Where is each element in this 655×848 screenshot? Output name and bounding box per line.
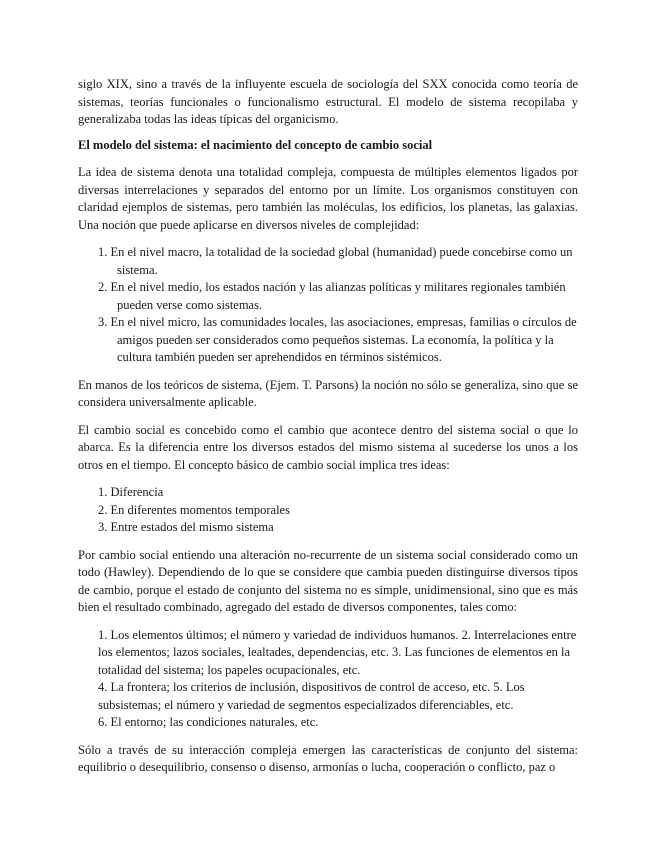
hawley-paragraph: Por cambio social entiendo una alteración no-recurrente de un sistema social considerado como un todo (Hawley). Dependiendo de lo que se considere que cambia pueden distinguirse diversos tipos de cambio, porque el estado de conjunto del sistema no es simple, unidimensional, sino que es más bien el resultado combinado, agregado del estado de diversos componentes, tales como: — [78, 547, 578, 614]
section-heading: El modelo del sistema: el nacimiento del concepto de cambio social — [78, 137, 433, 152]
list-item: 1. Diferencia — [98, 485, 164, 499]
theorists-paragraph: En manos de los teóricos de sistema, (Ejem. T. Parsons) la noción no sólo se generaliza, sino que se considera universalmente aplicable. — [78, 377, 578, 409]
list-item: 1. Los elementos últimos; el número y variedad de individuos humanos. 2. Interrelaciones entre los elementos; lazos sociales, lealtades, dependencias, etc. 3. Las funciones de elementos en la totalidad del sistema; los papeles ocupacionales, etc. — [98, 627, 577, 677]
document-page — [78, 76, 578, 777]
list-item: 4. La frontera; los criterios de inclusión, dispositivos de control de acceso, etc. 5. Los subsistemas; el número y variedad de segmentos especializados diferenciables, etc. — [98, 680, 525, 712]
interaction-paragraph: Sólo a través de su interacción compleja emergen las características de conjunto del sistema: equilibrio o desequilibrio, consenso o disenso, armonías o lucha, cooperación o conflicto, paz o — [78, 742, 578, 774]
list-item: 2. En diferentes momentos temporales — [98, 502, 290, 517]
social-change-paragraph: El cambio social es concebido como el cambio que acontece dentro del sistema social o que lo abarca. Es la diferencia entre los diversos estados del mismo sistema al sucederse los unos a los otros en el tiempo. El concepto básico de cambio social implica tres ideas: — [78, 422, 578, 472]
list-item: 3. En el nivel micro, las comunidades locales, las asociaciones, empresas, familias o círculos de amigos pueden ser considerados como pequeños sistemas. La economía, la política y la cultura también pueden ser aprehendidos en términos sistémicos. — [98, 315, 577, 364]
components-list — [78, 627, 578, 732]
list-item: 2. En el nivel medio, los estados nación y las alianzas políticas y militares regionales también pueden verse como sistemas. — [98, 280, 566, 312]
list-item: 6. El entorno; las condiciones naturales, etc. — [98, 715, 319, 729]
system-definition-paragraph: La idea de sistema denota una totalidad compleja, compuesta de múltiples elementos ligados por diversas interrelaciones y separados del entorno por un límite. Los organismos constituyen con claridad ejemplos de sistemas, pero también las moléculas, los edificios, los planetas, las galaxias. Una noción que puede aplicarse en diversos niveles de complejidad: — [78, 165, 578, 232]
list-item: 1. En el nivel macro, la totalidad de la sociedad global (humanidad) puede concebirse como un sistema. — [98, 245, 573, 277]
three-ideas-list — [78, 484, 578, 537]
complexity-levels-list — [78, 244, 578, 367]
intro-paragraph: siglo XIX, sino a través de la influyente escuela de sociología del SXX conocida como teoría de sistemas, teorías funcionales o funcionalismo estructural. El modelo de sistema recopilaba y generalizaba todas las ideas típicas del organicismo. — [78, 77, 578, 126]
list-item: 3. Entre estados del mismo sistema — [98, 520, 274, 534]
